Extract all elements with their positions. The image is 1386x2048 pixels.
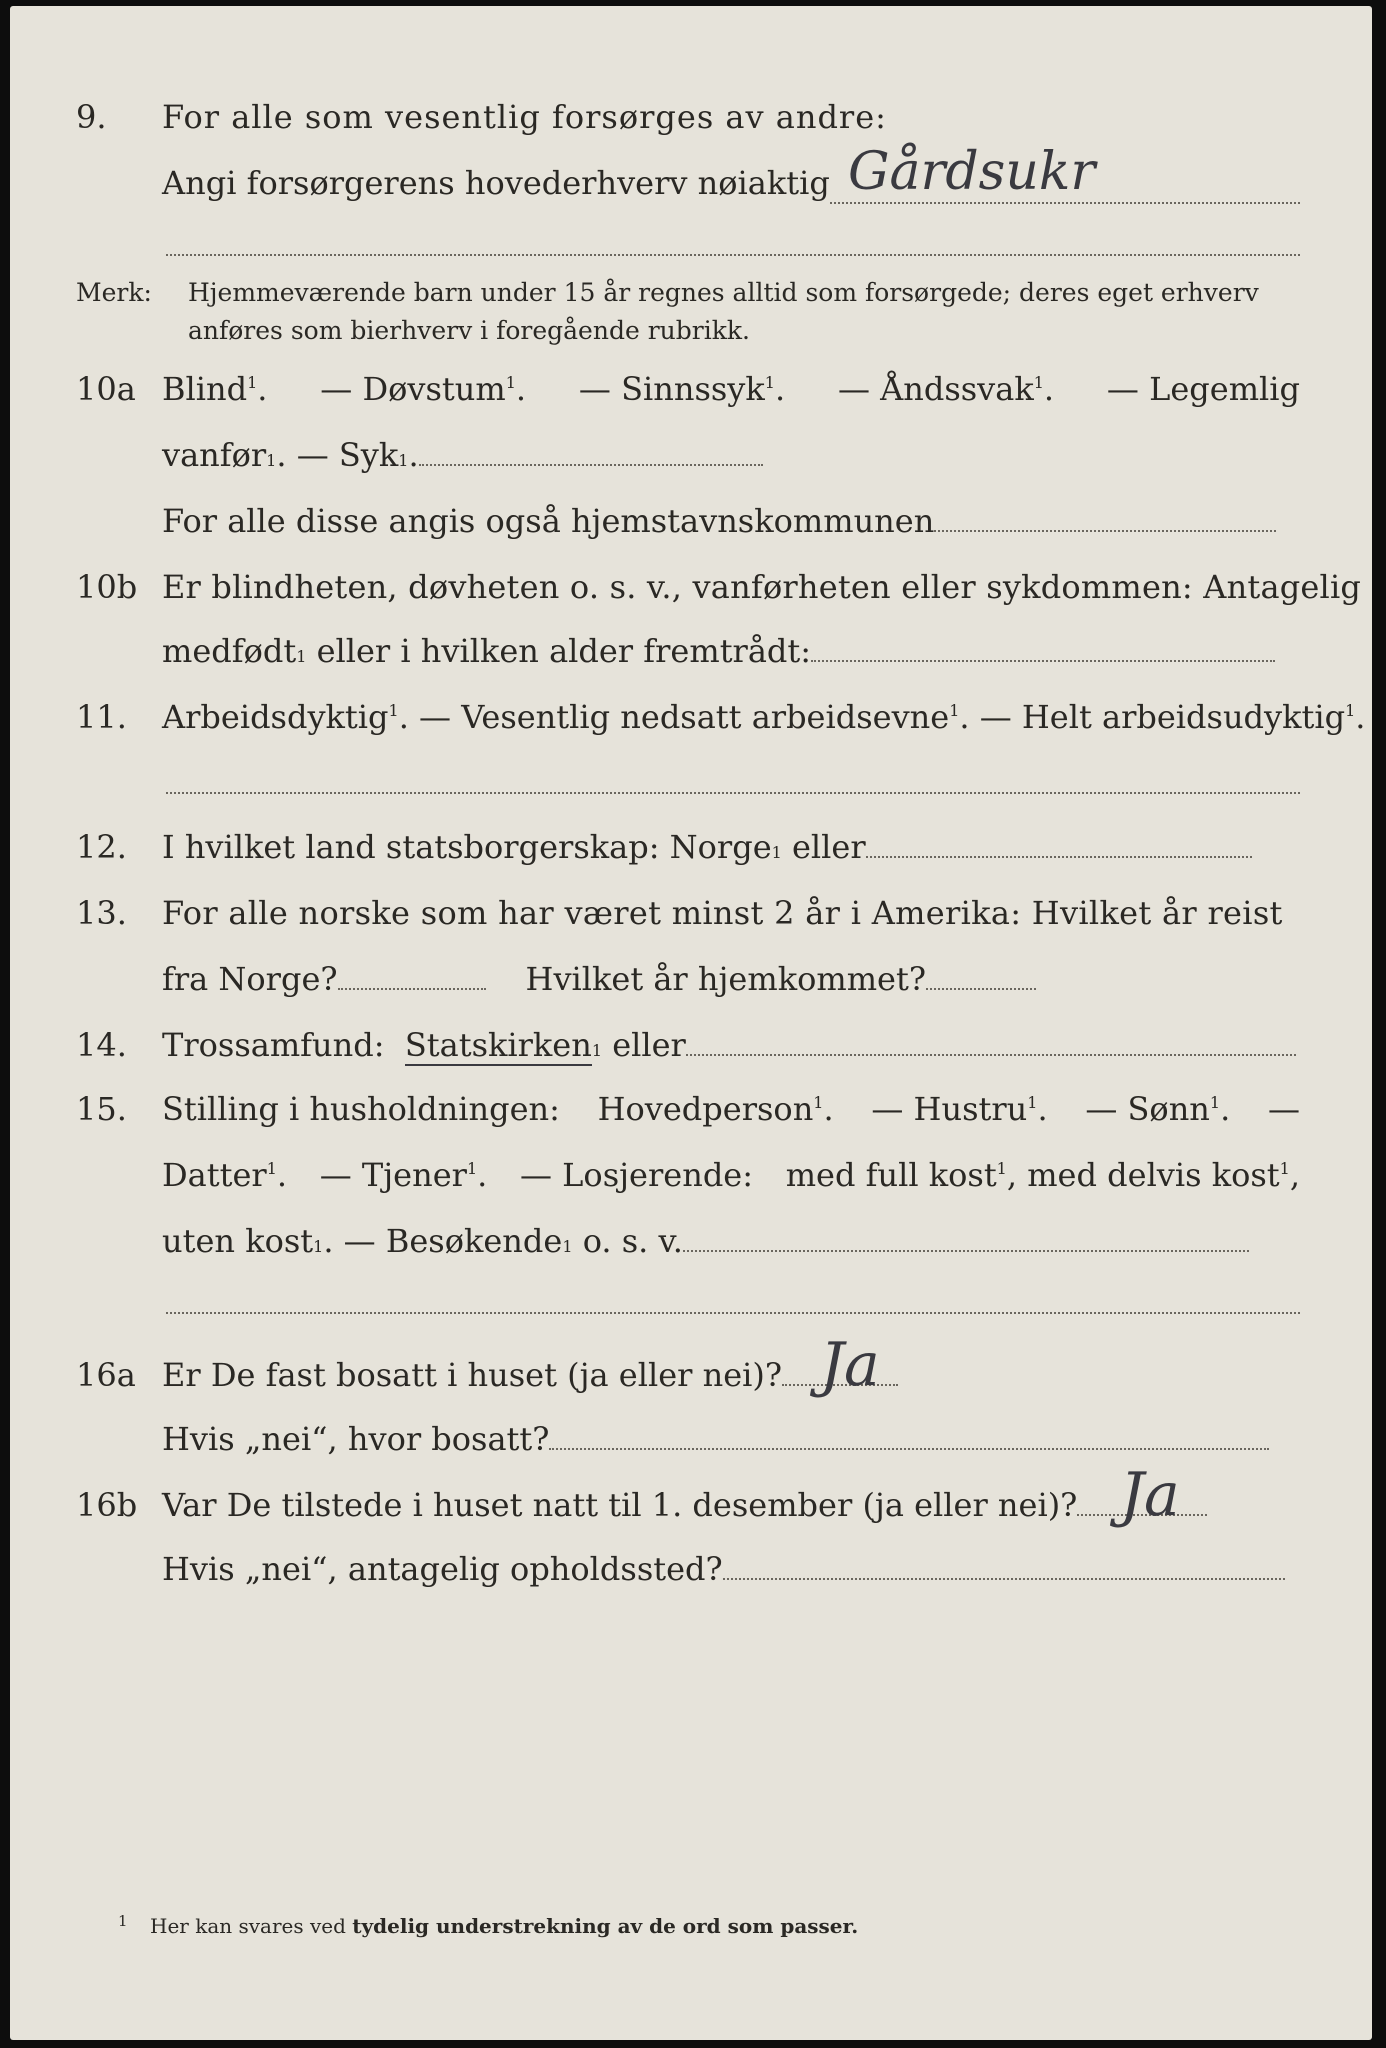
q10a-number: 10a bbox=[76, 370, 136, 408]
q10a-hjemstavn-line bbox=[934, 530, 1276, 532]
q16a-number: 16a bbox=[76, 1356, 136, 1394]
q10a-option-blind: Blind$^1$. bbox=[162, 370, 268, 408]
q10a-syk-line bbox=[419, 464, 763, 466]
q12-answer-line bbox=[866, 856, 1252, 858]
q11-options: Arbeidsdyktig$^1$. — Vesentlig nedsatt arbeidsevne$^1$. — Helt arbeidsudyktig$^1$. bbox=[162, 698, 1366, 736]
merk-text-1: Hjemmeværende barn under 15 år regnes alltid som forsørgede; deres eget erhverv bbox=[188, 278, 1259, 307]
q9-handwritten-answer: Gårdsukr bbox=[848, 142, 1096, 202]
footnote-mark: 1 bbox=[118, 1912, 128, 1930]
q16a-bosatt-line bbox=[549, 1448, 1269, 1450]
q13-question: For alle norske som har været minst 2 år i Amerika: Hvilket år reist bbox=[162, 894, 1283, 932]
q12-number: 12. bbox=[76, 828, 127, 866]
q13-number: 13. bbox=[76, 894, 127, 932]
q10b-question: Er blindheten, døvheten o. s. v., vanførheten eller sykdommen: Antagelig bbox=[162, 568, 1362, 606]
q10a-option-andssvak: — Åndssvak$^1$. bbox=[837, 370, 1055, 408]
q14-answer-line bbox=[686, 1054, 1296, 1056]
q13-reist-line bbox=[338, 988, 486, 990]
q16b-question: Var De tilstede i huset natt til 1. desember (ja eller nei)? bbox=[162, 1486, 1207, 1524]
q9-blank-line bbox=[166, 254, 1300, 256]
q10a-option-legemlig: — Legemlig bbox=[1106, 370, 1300, 408]
census-form-page bbox=[10, 6, 1372, 2040]
q10b-number: 10b bbox=[76, 568, 138, 606]
q16b-line-2: Hvis „nei“, antagelig opholdssted? bbox=[162, 1550, 1285, 1588]
footnote-text: Her kan svares ved tydelig understrekning av de ord som passer. bbox=[150, 1914, 859, 1938]
q11-blank-line bbox=[166, 792, 1300, 794]
q14-question: Trossamfund: Statskirken 1 eller bbox=[162, 1026, 1296, 1066]
q16b-opholdssted-line bbox=[723, 1578, 1285, 1580]
q15-blank-line bbox=[166, 1312, 1300, 1314]
q9-number: 9. bbox=[76, 98, 107, 136]
q10a-options bbox=[162, 370, 1300, 408]
merk-text-2: anføres som bierhverv i foregående rubrikk. bbox=[188, 316, 750, 345]
q15-number: 15. bbox=[76, 1090, 127, 1128]
q10a-line-2: vanfør 1 . — Syk 1 . bbox=[162, 436, 763, 474]
q15-underlined-sonn: — Sønn bbox=[1085, 1090, 1210, 1128]
q11-number: 11. bbox=[76, 698, 127, 736]
q15-line-1: Stilling i husholdningen: Hovedperson$^1$. — Hustru$^1$. — Sønn$^1$. — bbox=[162, 1090, 1300, 1128]
q16a-handwritten-answer: Ja bbox=[820, 1330, 880, 1400]
q10a-option-dovstum: — Døvstum$^1$. bbox=[320, 370, 527, 408]
q12-question: I hvilket land statsborgerskap: Norge 1 eller bbox=[162, 828, 1252, 866]
q16a-question: Er De fast bosatt i huset (ja eller nei)? bbox=[162, 1356, 898, 1394]
q15-line-2: Datter$^1$. — Tjener$^1$. — Losjerende: med full kost$^1$, med delvis kost$^1$, bbox=[162, 1156, 1300, 1194]
q10b-line-2: medfødt 1 eller i hvilken alder fremtrådt: bbox=[162, 632, 1275, 670]
q14-underlined-statskirken: Statskirken bbox=[404, 1026, 592, 1064]
q15-line-3: uten kost 1 . — Besøkende 1 o. s. v. bbox=[162, 1222, 1249, 1260]
q10a-option-sinnssyk: — Sinnssyk$^1$. bbox=[578, 370, 786, 408]
q10b-answer-line bbox=[811, 660, 1275, 662]
q10a-line-3: For alle disse angis også hjemstavnskommunen bbox=[162, 502, 1276, 540]
q16a-line-2: Hvis „nei“, hvor bosatt? bbox=[162, 1420, 1269, 1458]
q14-number: 14. bbox=[76, 1026, 127, 1064]
q15-answer-line bbox=[683, 1250, 1249, 1252]
q9-question: For alle som vesentlig forsørges av andre: bbox=[162, 98, 887, 136]
merk-label: Merk: bbox=[76, 278, 152, 307]
q13-line-2: fra Norge? Hvilket år hjemkommet? bbox=[162, 960, 1036, 998]
q16b-number: 16b bbox=[76, 1486, 138, 1524]
q16b-handwritten-answer: Ja bbox=[1120, 1460, 1180, 1530]
q13-hjemkommet-line bbox=[926, 988, 1036, 990]
q9-subquestion: Angi forsørgerens hovederhverv nøiaktig bbox=[162, 164, 830, 202]
q9-answer-line bbox=[830, 202, 1300, 204]
